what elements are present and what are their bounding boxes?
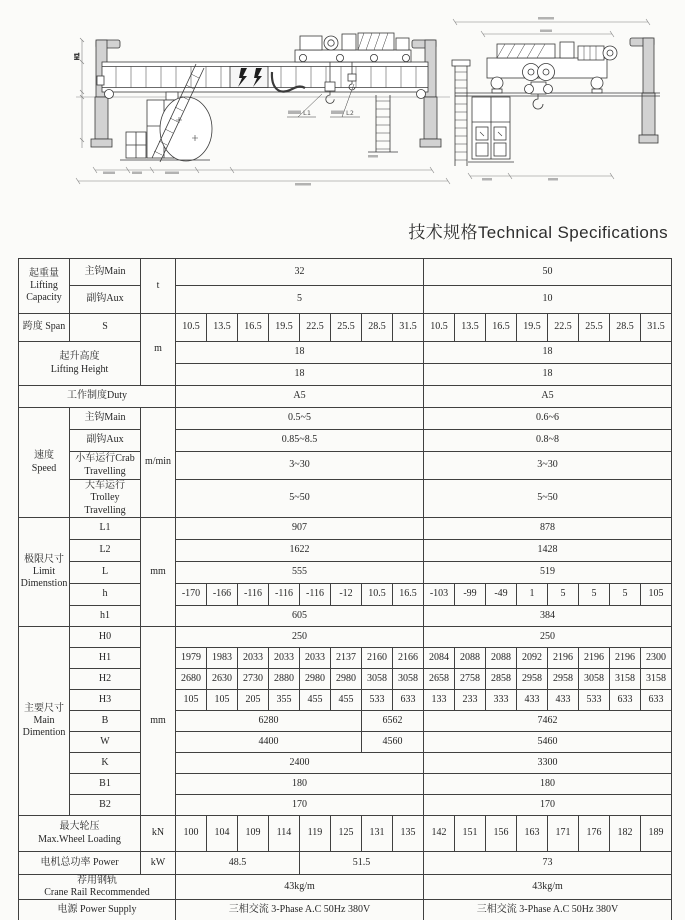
spec-cell: m/min [141,408,176,518]
spec-cell: 跨度 Span [19,314,70,342]
spec-cell: 43kg/m [424,875,672,900]
spec-cell: 2088 [455,648,486,669]
spec-cell: 3~30 [176,452,424,480]
spec-cell: h [70,584,141,606]
spec-cell: 工作制度Duty [19,386,176,408]
spec-cell: 主要尺寸 Main Dimention [19,627,70,816]
spec-cell: 180 [424,774,672,795]
spec-cell: 大车运行 Trolley Travelling [70,480,141,518]
spec-cell: B1 [70,774,141,795]
spec-cell: 副钩Aux [70,430,141,452]
spec-cell: 2980 [300,669,331,690]
spec-cell: 2400 [176,753,424,774]
spec-cell: 555 [176,562,424,584]
spec-cell: 32 [176,259,424,286]
spec-cell: 142 [424,816,455,852]
spec-cell: 22.5 [548,314,579,342]
spec-cell: 2137 [331,648,362,669]
end-truck-wheel [105,90,114,99]
spec-cell: 副钩Aux [70,286,141,314]
spec-cell: 22.5 [300,314,331,342]
spec-cell: H1 [70,648,141,669]
spec-cell: 3300 [424,753,672,774]
trolley-wheel [591,77,603,89]
callout-l1-label: L1 [303,109,311,117]
spec-cell: 28.5 [610,314,641,342]
end-truck-wheel [417,90,426,99]
spec-cell: 3158 [610,669,641,690]
spec-cell: 104 [207,816,238,852]
spec-cell: 1979 [176,648,207,669]
spec-cell: 1 [517,584,548,606]
spec-cell: 极限尺寸 Limit Dimenstion [19,518,70,627]
table-row [19,286,672,314]
spec-cell: 2084 [424,648,455,669]
table-row [19,627,672,648]
spec-cell: 3~30 [424,452,672,480]
spec-cell: 2033 [238,648,269,669]
electrical-hazard-panel [230,67,268,88]
spec-cell: S [70,314,141,342]
spec-cell: 5 [548,584,579,606]
spec-cell: 135 [393,816,424,852]
table-row [19,562,672,584]
table-row [19,259,672,286]
end-view-runway-bracket [630,38,658,143]
spec-cell: 18 [176,342,424,364]
spec-cell: -166 [207,584,238,606]
spec-cell: 电源 Power Supply [19,900,176,920]
spec-cell: 5 [579,584,610,606]
spec-cell: 355 [269,690,300,711]
spec-cell: 2958 [517,669,548,690]
spec-cell: 2160 [362,648,393,669]
spec-cell: 3058 [579,669,610,690]
spec-cell: 13.5 [455,314,486,342]
spec-cell: 3158 [641,669,672,690]
crane-end-view [452,17,660,181]
spec-cell: 205 [238,690,269,711]
spec-cell: -99 [455,584,486,606]
spec-cell: 电机总功率 Power [19,852,141,875]
spec-cell: 125 [331,816,362,852]
spec-cell: 16.5 [393,584,424,606]
spec-cell: -116 [238,584,269,606]
spec-cell: H3 [70,690,141,711]
crane-drawing-svg [0,0,685,212]
spec-cell: 2196 [579,648,610,669]
spec-cell: 10.5 [424,314,455,342]
table-row [19,540,672,562]
spec-cell: 最大轮压 Max.Wheel Loading [19,816,141,852]
trolley-wheel [491,77,503,89]
spec-cell: -12 [331,584,362,606]
spec-cell: 4400 [176,732,362,753]
spec-cell: 16.5 [486,314,517,342]
spec-cell: 18 [424,342,672,364]
table-row [19,852,672,875]
table-row [19,795,672,816]
spec-cell: -49 [486,584,517,606]
buffer [97,76,104,85]
spec-cell: 333 [486,690,517,711]
spec-cell: 31.5 [393,314,424,342]
spec-cell: 131 [362,816,393,852]
spec-cell: H2 [70,669,141,690]
spec-cell: 4560 [362,732,424,753]
end-view-ladder [452,60,470,166]
spec-cell: 151 [455,816,486,852]
table-row [19,648,672,669]
table-row [19,584,672,606]
spec-cell: 48.5 [176,852,300,875]
spec-cell: 小车运行Crab Travelling [70,452,141,480]
spec-cell: 10.5 [176,314,207,342]
spec-cell: 433 [517,690,548,711]
spec-cell: 105 [207,690,238,711]
spec-cell: 114 [269,816,300,852]
spec-cell: 533 [362,690,393,711]
spec-cell: 519 [424,562,672,584]
spec-cell: 1983 [207,648,238,669]
spec-cell: 2196 [610,648,641,669]
spec-cell: 533 [579,690,610,711]
spec-cell: 189 [641,816,672,852]
spec-cell: 73 [424,852,672,875]
spec-cell: 5~50 [424,480,672,518]
spec-cell: 2166 [393,648,424,669]
spec-cell: 233 [455,690,486,711]
spec-cell: 0.5~5 [176,408,424,430]
spec-cell: 156 [486,816,517,852]
specs-table [18,258,672,920]
spec-cell: 2088 [486,648,517,669]
spec-cell: 13.5 [207,314,238,342]
spec-cell: 633 [610,690,641,711]
callout-l2-label: L2 [346,109,354,117]
table-row [19,342,672,364]
spec-cell: 7462 [424,711,672,732]
table-row [19,452,672,480]
spec-cell: 2630 [207,669,238,690]
spec-cell: 荐用钢轨 Crane Rail Recommended [19,875,176,900]
spec-cell: B [70,711,141,732]
spec-cell: 2033 [269,648,300,669]
spec-cell: 170 [176,795,424,816]
spec-cell: 速度 Speed [19,408,70,518]
spec-cell: 2300 [641,648,672,669]
spec-cell: -103 [424,584,455,606]
spec-cell: 633 [641,690,672,711]
spec-cell: 105 [176,690,207,711]
rope-drum [358,33,394,50]
spec-cell: m [141,314,176,386]
spec-cell: 907 [176,518,424,540]
spec-cell: 18 [176,364,424,386]
table-row [19,690,672,711]
spec-cell: B2 [70,795,141,816]
spec-cell: 25.5 [331,314,362,342]
spec-cell: 2092 [517,648,548,669]
spec-cell: A5 [176,386,424,408]
spec-cell: 2196 [548,648,579,669]
spec-cell: 5460 [424,732,672,753]
spec-cell: 170 [424,795,672,816]
table-row [19,669,672,690]
spec-cell: 起升高度 Lifting Height [19,342,141,386]
spec-cell: L1 [70,518,141,540]
spec-cell: 433 [548,690,579,711]
spec-cell: 1428 [424,540,672,562]
spec-cell: 182 [610,816,641,852]
spec-cell: 主钩Main [70,259,141,286]
spec-cell: 3058 [362,669,393,690]
table-row [19,518,672,540]
spec-cell: L2 [70,540,141,562]
spec-cell: 171 [548,816,579,852]
spec-cell: -116 [300,584,331,606]
spec-cell: mm [141,627,176,816]
spec-cell: H0 [70,627,141,648]
spec-cell: 2858 [486,669,517,690]
table-row [19,774,672,795]
spec-cell: 6562 [362,711,424,732]
spec-cell: 5~50 [176,480,424,518]
spec-cell: 2658 [424,669,455,690]
spec-cell: 384 [424,606,672,627]
spec-cell: 176 [579,816,610,852]
spec-cell: 2958 [548,669,579,690]
access-ladder [368,95,398,152]
spec-cell: 250 [176,627,424,648]
spec-cell: 250 [424,627,672,648]
table-row [19,408,672,430]
spec-cell: 三相交流 3-Phase A.C 50Hz 380V [424,900,672,920]
table-row [19,430,672,452]
spec-cell: K [70,753,141,774]
spec-cell: 2880 [269,669,300,690]
spec-cell: 43kg/m [176,875,424,900]
spec-cell: 10.5 [362,584,393,606]
spec-cell: kW [141,852,176,875]
table-row [19,816,672,852]
spec-cell: 19.5 [517,314,548,342]
spec-cell: L [70,562,141,584]
spec-cell: mm [141,518,176,627]
spec-cell: 100 [176,816,207,852]
spec-cell: 18 [424,364,672,386]
spec-cell: 19.5 [269,314,300,342]
spec-cell: 633 [393,690,424,711]
spec-cell: 0.85~8.5 [176,430,424,452]
spec-cell: 2033 [300,648,331,669]
spec-cell: t [141,259,176,314]
spec-cell: 3058 [393,669,424,690]
spec-cell: 0.6~6 [424,408,672,430]
spec-cell: 6280 [176,711,362,732]
spec-cell: 109 [238,816,269,852]
table-row [19,900,672,920]
spec-cell: -116 [269,584,300,606]
spec-cell: 主钩Main [70,408,141,430]
table-row [19,606,672,627]
crab-trolley [295,33,411,62]
crane-technical-drawing [0,0,685,212]
spec-cell: 455 [331,690,362,711]
spec-cell: 1622 [176,540,424,562]
spec-cell: 105 [641,584,672,606]
end-view-cab [468,97,514,162]
table-row [19,753,672,774]
spec-cell: 10 [424,286,672,314]
spec-cell: 2680 [176,669,207,690]
page-title: 技术规格Technical Specifications [408,223,668,242]
spec-cell: 2980 [331,669,362,690]
spec-cell: 31.5 [641,314,672,342]
spec-cell: 起重量 Lifting Capacity [19,259,70,314]
spec-cell: 28.5 [362,314,393,342]
spec-cell: 三相交流 3-Phase A.C 50Hz 380V [176,900,424,920]
spec-cell: 50 [424,259,672,286]
spec-cell: A5 [424,386,672,408]
end-view-hook-block [523,64,555,110]
table-row [19,875,672,900]
spec-cell: 455 [300,690,331,711]
spec-cell: 25.5 [579,314,610,342]
specs-table-body [19,259,672,920]
spec-cell: 2730 [238,669,269,690]
spec-cell: 51.5 [300,852,424,875]
spec-cell: 605 [176,606,424,627]
spec-cell: 119 [300,816,331,852]
spec-cell: 5 [610,584,641,606]
spec-cell: h1 [70,606,141,627]
spec-cell: W [70,732,141,753]
spec-cell: 878 [424,518,672,540]
spec-cell: -170 [176,584,207,606]
table-row [19,711,672,732]
spec-cell: kN [141,816,176,852]
table-row [19,480,672,518]
spec-cell: 2758 [455,669,486,690]
spec-cell: 180 [176,774,424,795]
table-row [19,386,672,408]
spec-cell: 5 [176,286,424,314]
dim-h1-label: H1 [74,52,81,60]
table-row [19,732,672,753]
spec-cell: 0.8~8 [424,430,672,452]
spec-cell: 133 [424,690,455,711]
table-row [19,314,672,342]
spec-cell: 16.5 [238,314,269,342]
spec-cell: 163 [517,816,548,852]
crane-side-view [74,33,450,186]
